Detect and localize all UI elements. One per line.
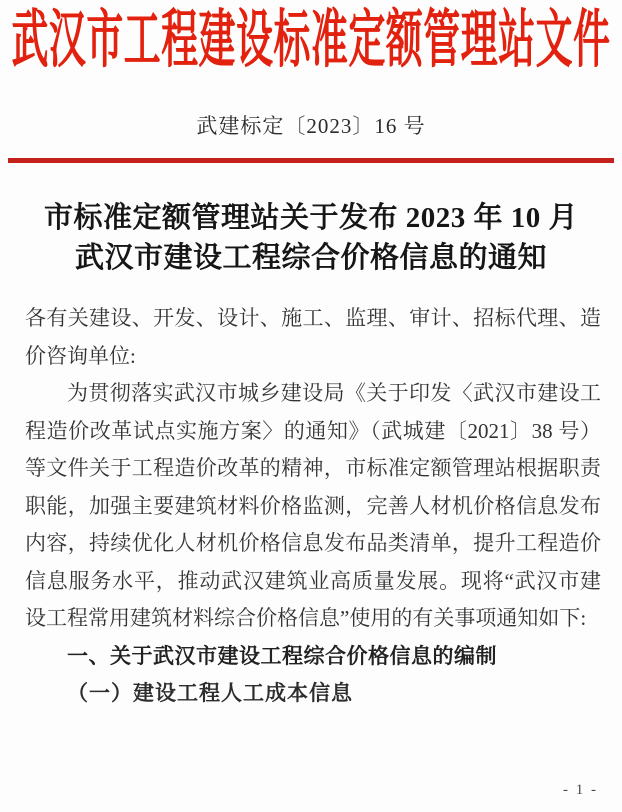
notice-body (25, 300, 601, 713)
red-divider-rule (8, 158, 614, 163)
page-number: - 1 - (563, 782, 598, 798)
notice-title (0, 198, 622, 278)
subsection-1-1-heading: （一）建设工程人工成本信息 (67, 681, 353, 705)
notice-title-line2: 武汉市建设工程综合价格信息的通知 (74, 242, 547, 274)
letterhead-title: 武汉市工程建设标准定额管理站文件 (11, 4, 611, 75)
letterhead (0, 0, 622, 80)
intro-paragraph: 为贯彻落实武汉市城乡建设局《关于印发〈武汉市建设工程造价改革试点实施方案〉的通知》（武城建〔2021〕38 号）等文件关于工程造价改革的精神，市标准定额管理站根据职责职能，加强主要建筑材料价格监测，完善人材机价格信息发布内容，持续优化人材机价格信息发布品类清单，提升工程造价信息服务水平，推动武汉建筑业高质量发展。现将“武汉市建设工程常用建筑材料综合价格信息”使用的有关事项通知如下: (25, 381, 601, 630)
salutation-paragraph: 各有关建设、开发、设计、施工、监理、审计、招标代理、造价咨询单位: (25, 306, 601, 368)
document-number: 武建标定〔2023〕16 号 (196, 114, 426, 138)
notice-title-line1: 市标准定额管理站关于发布 2023 年 10 月 (43, 202, 578, 234)
section-1-heading: 一、关于武汉市建设工程综合价格信息的编制 (67, 644, 497, 668)
